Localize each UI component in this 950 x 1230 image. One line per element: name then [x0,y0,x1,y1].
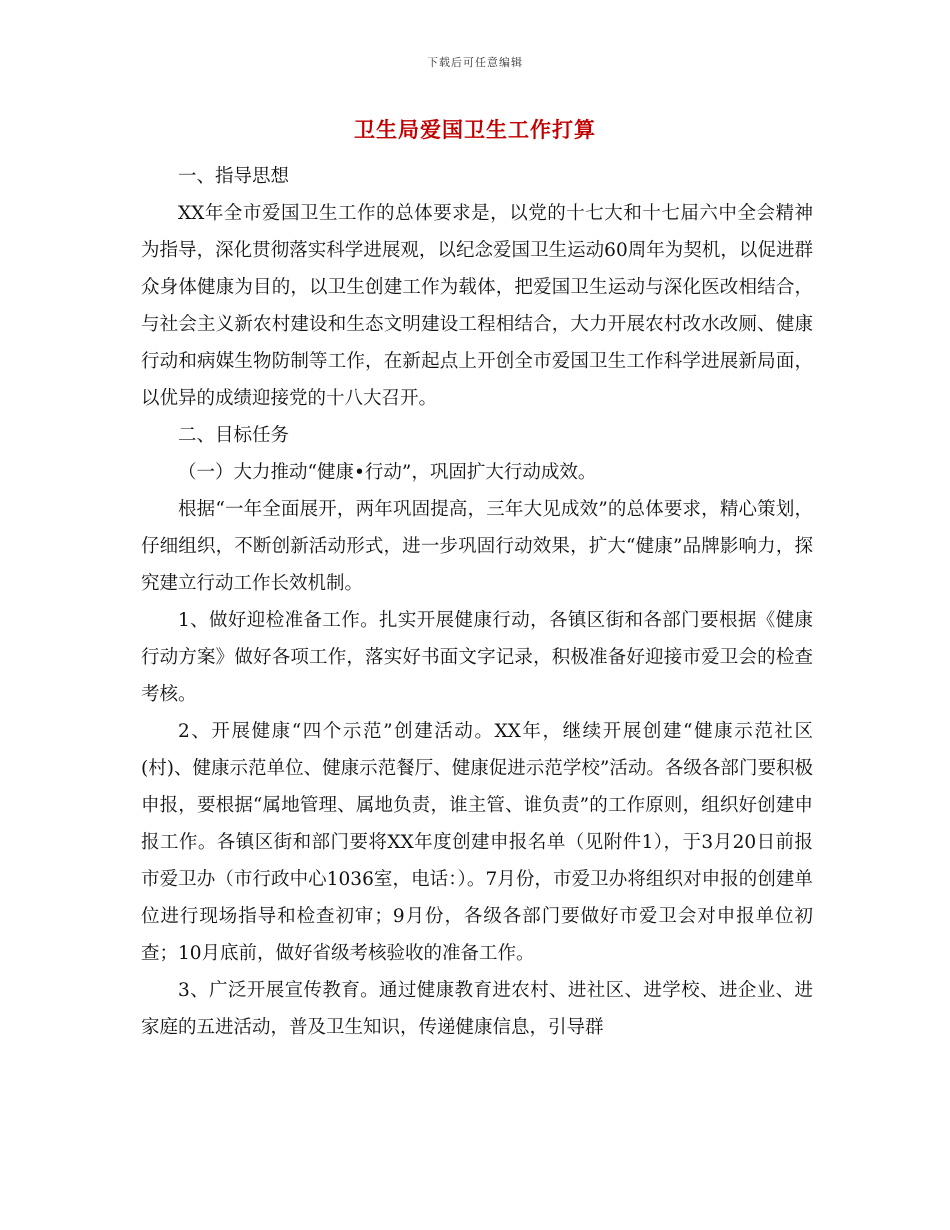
section-heading: 一、指导思想 [178,166,290,187]
body-paragraph: 2、开展健康“四个示范”创建活动。XX年，继续开展创建“健康示范社区(村)、健康示范单位、健康示范餐厅、健康促进示范学校”活动。各级各部门要积极申报，要根据“属地管理、属地负责，谁主管、谁负责”的工作原则，组织好创建申报工作。各镇区街和部门要将XX年度创建申报名单（见附件1），于3月20日前报市爱卫办（市行政中心1036室，电话：）。7月份，市爱卫办将组织对申报的创建单位进行现场指导和检查初审；9月份，各级各部门要做好市爱卫会对申报单位初查；10月底前，做好省级考核验收的准备工作。 [141,721,813,964]
header-note: 下载后可任意编辑 [427,56,523,69]
document-title: 卫生局爱国卫生工作打算 [354,117,596,142]
body-paragraph: 3、广泛开展宣传教育。通过健康教育进农村、进社区、进学校、进企业、进家庭的五进活动，普及卫生知识，传递健康信息，引导群 [141,980,813,1038]
body-paragraph: 根据“一年全面展开，两年巩固提高，三年大见成效”的总体要求，精心策划，仔细组织，不断创新活动形式，进一步巩固行动效果，扩大“健康”品牌影响力，探究建立行动工作长效机制。 [141,499,813,594]
subsection-heading: （一）大力推动“健康•行动”，巩固扩大行动成效。 [178,462,597,483]
body-paragraph: 1、做好迎检准备工作。扎实开展健康行动，各镇区街和各部门要根据《健康行动方案》做好各项工作，落实好书面文字记录，积极准备好迎接市爱卫会的检查考核。 [141,610,813,705]
body-paragraph: XX年全市爱国卫生工作的总体要求是，以党的十七大和十七届六中全会精神为指导，深化贯彻落实科学进展观，以纪念爱国卫生运动60周年为契机，以促进群众身体健康为目的，以卫生创建工作为载体，把爱国卫生运动与深化医改相结合，与社会主义新农村建设和生态文明建设工程相结合，大力开展农村改水改厕、健康行动和病媒生物防制等工作，在新起点上开创全市爱国卫生工作科学进展新局面，以优异的成绩迎接党的十八大召开。 [141,203,813,409]
document-body [141,158,813,1046]
section-heading: 二、目标任务 [178,425,290,446]
